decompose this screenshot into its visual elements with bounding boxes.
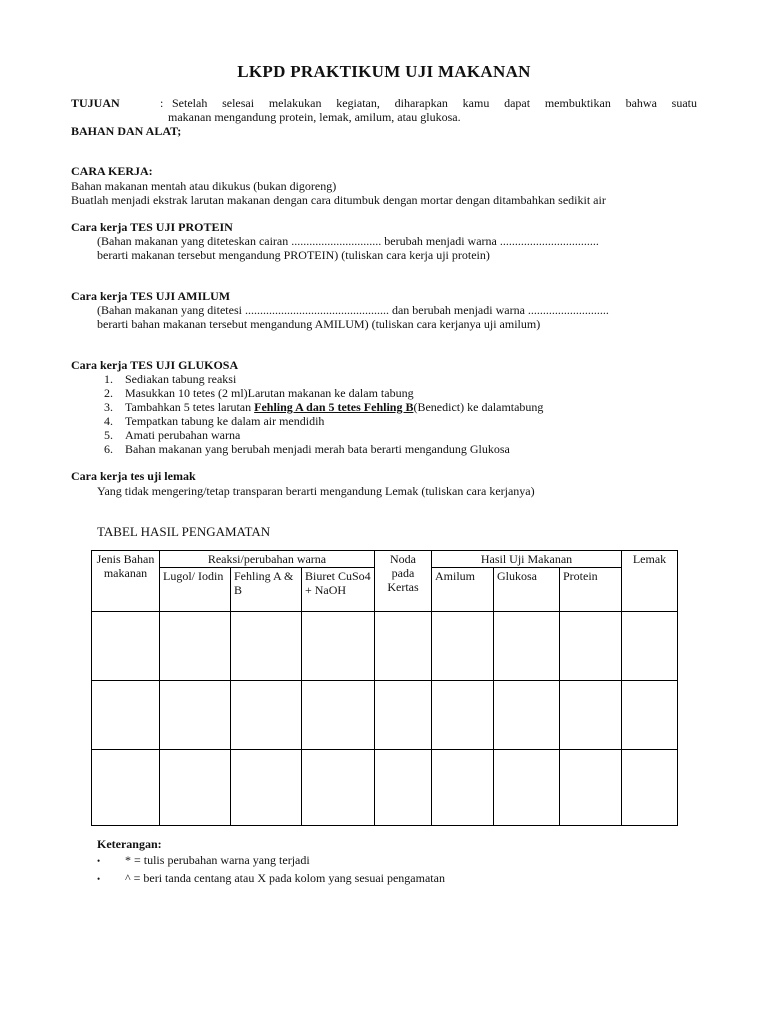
table-cell[interactable] bbox=[92, 681, 160, 750]
table-cell[interactable] bbox=[231, 750, 302, 826]
table-cell[interactable] bbox=[375, 681, 432, 750]
tujuan-label: TUJUAN bbox=[71, 96, 120, 110]
tujuan-colon: : bbox=[160, 96, 164, 110]
table-cell[interactable] bbox=[432, 750, 494, 826]
table-cell[interactable] bbox=[375, 750, 432, 826]
sub-header-glukosa: Glukosa bbox=[494, 568, 560, 612]
table-cell[interactable] bbox=[375, 612, 432, 681]
protein-line2: berarti makanan tersebut mengandung PROTEIN) (tuliskan cara kerja uji protein) bbox=[97, 248, 490, 262]
glukosa-step-num: 3. bbox=[104, 400, 113, 414]
table-cell[interactable] bbox=[560, 612, 622, 681]
table-row bbox=[92, 612, 678, 681]
glukosa-step-num: 6. bbox=[104, 442, 113, 456]
keterangan-item: ^ = beri tanda centang atau X pada kolom yang sesuai pengamatan bbox=[125, 871, 445, 885]
cara-kerja-heading: CARA KERJA: bbox=[71, 164, 153, 178]
table-cell[interactable] bbox=[494, 750, 560, 826]
amilum-line2: berarti bahan makanan tersebut mengandung AMILUM) (tuliskan cara kerjanya uji amilum) bbox=[97, 317, 541, 331]
col-header-noda: Noda pada Kertas bbox=[375, 551, 432, 612]
table-cell[interactable] bbox=[231, 612, 302, 681]
lemak-line1: Yang tidak mengering/tetap transparan berarti mengandung Lemak (tuliskan cara kerjanya) bbox=[97, 484, 535, 498]
keterangan-heading: Keterangan: bbox=[97, 837, 162, 851]
col-header-reaksi: Reaksi/perubahan warna bbox=[160, 551, 375, 568]
table-cell[interactable] bbox=[432, 681, 494, 750]
table-row bbox=[92, 681, 678, 750]
cara-kerja-line2: Buatlah menjadi ekstrak larutan makanan dengan cara ditumbuk dengan mortar dengan ditambahkan sedikit air bbox=[71, 193, 606, 207]
table-row bbox=[92, 750, 678, 826]
table-cell[interactable] bbox=[622, 681, 678, 750]
glukosa-step-num: 1. bbox=[104, 372, 113, 386]
bullet-icon: • bbox=[97, 874, 101, 884]
table-cell[interactable] bbox=[622, 612, 678, 681]
amilum-heading: Cara kerja TES UJI AMILUM bbox=[71, 289, 231, 303]
col-header-lemak: Lemak bbox=[622, 551, 678, 612]
table-cell[interactable] bbox=[560, 681, 622, 750]
glukosa-step-num: 4. bbox=[104, 414, 113, 428]
tujuan-text-line2: makanan mengandung protein, lemak, amilum, atau glukosa. bbox=[168, 110, 461, 124]
table-cell[interactable] bbox=[302, 681, 375, 750]
tujuan-text-line1: Setelah selesai melakukan kegiatan, diharapkan kamu dapat membuktikan bahwa suatu bbox=[172, 96, 697, 110]
glukosa-step-num: 2. bbox=[104, 386, 113, 400]
table-cell[interactable] bbox=[160, 612, 231, 681]
table-heading: TABEL HASIL PENGAMATAN bbox=[97, 524, 271, 539]
glukosa-step-text: Amati perubahan warna bbox=[125, 428, 241, 442]
sub-header-lugol: Lugol/ Iodin bbox=[160, 568, 231, 612]
table-cell[interactable] bbox=[494, 681, 560, 750]
glukosa-step-num: 5. bbox=[104, 428, 113, 442]
table-cell[interactable] bbox=[432, 612, 494, 681]
glukosa-step-text bbox=[125, 400, 543, 415]
observation-table bbox=[91, 550, 678, 826]
sub-header-biuret: Biuret CuSo4 + NaOH bbox=[302, 568, 375, 612]
glukosa-step-text: Sediakan tabung reaksi bbox=[125, 372, 237, 386]
amilum-line1: (Bahan makanan yang ditetesi ................................................ dan berubah menjadi warna ........................... bbox=[97, 303, 609, 317]
glukosa-step-text: Bahan makanan yang berubah menjadi merah bata berarti mengandung Glukosa bbox=[125, 442, 510, 456]
page-title: LKPD PRAKTIKUM UJI MAKANAN bbox=[237, 62, 531, 81]
keterangan-item: * = tulis perubahan warna yang terjadi bbox=[125, 853, 310, 867]
sub-header-protein: Protein bbox=[560, 568, 622, 612]
fehling-emphasis: Fehling A dan 5 tetes Fehling B bbox=[254, 400, 414, 414]
glukosa-heading: Cara kerja TES UJI GLUKOSA bbox=[71, 358, 239, 372]
glukosa-step-text: Masukkan 10 tetes (2 ml)Larutan makanan ke dalam tabung bbox=[125, 386, 414, 400]
table-cell[interactable] bbox=[302, 750, 375, 826]
sub-header-amilum: Amilum bbox=[432, 568, 494, 612]
cara-kerja-line1: Bahan makanan mentah atau dikukus (bukan digoreng) bbox=[71, 179, 337, 193]
table-cell[interactable] bbox=[622, 750, 678, 826]
table-cell[interactable] bbox=[92, 750, 160, 826]
table-cell[interactable] bbox=[160, 750, 231, 826]
bahan-dan-alat-label: BAHAN DAN ALAT; bbox=[71, 124, 182, 138]
bullet-icon: • bbox=[97, 856, 101, 866]
glukosa-step-text: Tempatkan tabung ke dalam air mendidih bbox=[125, 414, 325, 428]
table-cell[interactable] bbox=[160, 681, 231, 750]
glukosa-step-text-post: (Benedict) ke dalamtabung bbox=[413, 400, 544, 414]
table-cell[interactable] bbox=[560, 750, 622, 826]
col-header-hasil: Hasil Uji Makanan bbox=[432, 551, 622, 568]
col-header-jenis: Jenis Bahan makanan bbox=[92, 551, 160, 612]
protein-heading: Cara kerja TES UJI PROTEIN bbox=[71, 220, 233, 234]
table-cell[interactable] bbox=[494, 612, 560, 681]
lemak-heading: Cara kerja tes uji lemak bbox=[71, 469, 196, 483]
table-cell[interactable] bbox=[92, 612, 160, 681]
glukosa-step-text-pre: Tambahkan 5 tetes larutan bbox=[125, 400, 255, 414]
protein-line1: (Bahan makanan yang diteteskan cairan .............................. berubah menjadi warna ................................. bbox=[97, 234, 599, 248]
table-cell[interactable] bbox=[302, 612, 375, 681]
table-cell[interactable] bbox=[231, 681, 302, 750]
sub-header-fehling: Fehling A & B bbox=[231, 568, 302, 612]
